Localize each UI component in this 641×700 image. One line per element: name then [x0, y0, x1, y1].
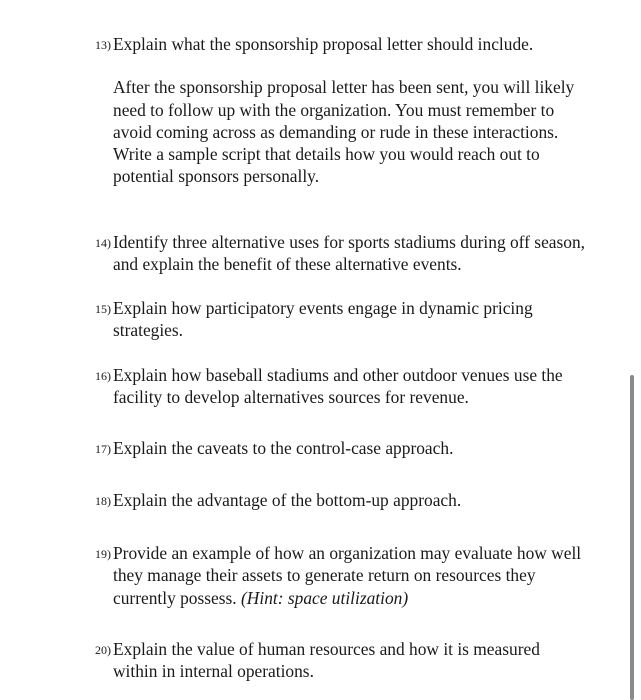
question-text: Provide an example of how an organization may evaluate how well they manage their assets to generate return on resources they currently possess.	[113, 543, 582, 608]
question-number: 20)	[95, 643, 111, 657]
question-number: 19)	[95, 547, 111, 561]
question-number: 13)	[95, 38, 111, 52]
question-number: 16)	[95, 369, 111, 383]
question-number: 14)	[95, 236, 111, 250]
question-19	[95, 542, 585, 609]
question-15	[95, 297, 585, 342]
question-number: 18)	[95, 494, 111, 508]
question-text: Explain what the sponsorship proposal letter should include.	[113, 34, 534, 54]
vertical-scrollbar[interactable]	[630, 375, 634, 700]
question-17	[95, 437, 585, 460]
question-text-continued: After the sponsorship proposal letter has been sent, you will likely need to follow up with the organization. You must remember to avoid coming across as demanding or rude in these interactions. Write a sample script that details how you would reach out to potential sponsors personally.	[113, 77, 575, 187]
question-text: Explain the value of human resources and how it is measured within in internal operations.	[113, 639, 540, 682]
question-18	[95, 489, 585, 512]
question-number: 15)	[95, 302, 111, 316]
question-20	[95, 638, 585, 683]
question-text: Explain how baseball stadiums and other outdoor venues use the facility to develop alternatives sources for revenue.	[113, 365, 563, 408]
question-text: Identify three alternative uses for sports stadiums during off season, and explain the benefit of these alternative events.	[113, 232, 586, 275]
question-14	[95, 231, 585, 276]
question-number: 17)	[95, 442, 111, 456]
question-text: Explain how participatory events engage in dynamic pricing strategies.	[113, 298, 533, 341]
question-hint: (Hint: space utilization)	[241, 587, 409, 608]
question-text: Explain the advantage of the bottom-up approach.	[113, 490, 462, 510]
question-16	[95, 364, 585, 409]
question-13	[95, 33, 585, 188]
question-text: Explain the caveats to the control-case approach.	[113, 438, 454, 458]
